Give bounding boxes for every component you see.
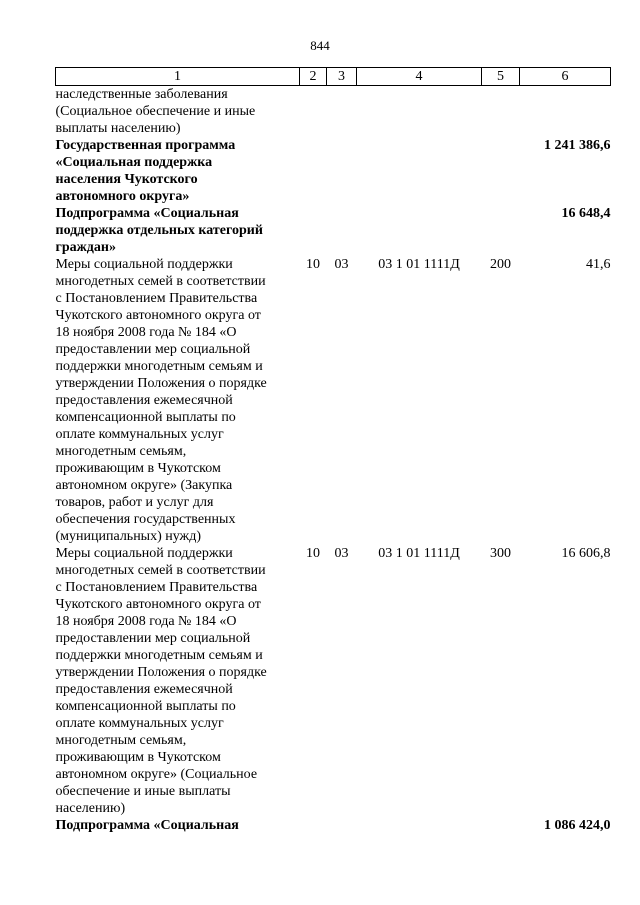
- table-row: [56, 545, 611, 817]
- table-row: [56, 817, 611, 834]
- row-name: наследственные заболевания (Социальное обеспечение и иные выплаты населению): [55, 87, 256, 136]
- table-row: [56, 86, 611, 138]
- row-subsection: [327, 137, 357, 205]
- row-subsection: [327, 86, 357, 138]
- row-amount: 1 241 386,6: [544, 138, 611, 153]
- table-body: [56, 86, 611, 835]
- row-amount: 16 648,4: [561, 206, 611, 221]
- row-name: Подпрограмма «Социальная поддержка отдельных категорий граждан»: [55, 206, 263, 255]
- header-col-5: 5: [482, 68, 520, 86]
- header-col-2: 2: [300, 68, 327, 86]
- row-subsection: 03: [334, 546, 349, 561]
- header-col-3: 3: [327, 68, 357, 86]
- row-expense-type: [482, 137, 520, 205]
- row-subsection: [327, 205, 357, 256]
- row-subsection: [327, 817, 357, 834]
- row-section: 10: [306, 257, 320, 272]
- row-expense-type: [482, 817, 520, 834]
- row-expense-type: 300: [490, 546, 511, 561]
- header-col-4: 4: [357, 68, 482, 86]
- row-amount: 16 606,8: [561, 546, 611, 561]
- budget-table: [55, 67, 611, 834]
- row-subsection: 03: [334, 257, 349, 272]
- row-amount: 1 086 424,0: [544, 818, 611, 833]
- row-section: 10: [306, 546, 320, 561]
- row-amount: 41,6: [586, 257, 611, 272]
- table-row: [56, 205, 611, 256]
- row-target-article: [357, 137, 482, 205]
- header-row: [56, 68, 611, 86]
- row-amount: [520, 86, 611, 138]
- row-expense-type: 200: [490, 257, 511, 272]
- row-section: [300, 86, 327, 138]
- header-col-1: 1: [56, 68, 300, 86]
- row-target-article: [357, 86, 482, 138]
- row-target-article: 03 1 01 1111Д: [378, 257, 460, 272]
- row-name: Меры социальной поддержки многодетных семей в соответствии с Постановлением Правительства Чукотского автономного округа от 18 ноября 2008 года № 184 «О предоставлении мер социальной поддержки многодетным семьям и утверждении Положения о порядке предоставления ежемесячной компенсационной выплаты по оплате коммунальных услуг многодетным семьям, проживающим в Чукотском автономном округе» (Социальное обеспечение и иные выплаты населению): [55, 546, 267, 816]
- row-name: Подпрограмма «Социальная: [55, 818, 239, 833]
- table-row: [56, 256, 611, 545]
- row-section: [300, 205, 327, 256]
- header-col-6: 6: [520, 68, 611, 86]
- row-name: Государственная программа «Социальная поддержка населения Чукотского автономного округа»: [55, 138, 236, 204]
- row-expense-type: [482, 205, 520, 256]
- row-section: [300, 137, 327, 205]
- row-target-article: [357, 205, 482, 256]
- table-header: [56, 68, 611, 86]
- row-section: [300, 817, 327, 834]
- row-expense-type: [482, 86, 520, 138]
- row-target-article: 03 1 01 1111Д: [378, 546, 460, 561]
- row-name: Меры социальной поддержки многодетных семей в соответствии с Постановлением Правительства Чукотского автономного округа от 18 ноября 2008 года № 184 «О предоставлении мер социальной поддержки многодетным семьям и утверждении Положения о порядке предоставления ежемесячной компенсационной выплаты по оплате коммунальных услуг многодетным семьям, проживающим в Чукотском автономном округе» (Закупка товаров, работ и услуг для обеспечения государственных (муниципальных) нужд): [55, 257, 267, 544]
- table-row: [56, 137, 611, 205]
- page-number: 844: [310, 38, 330, 53]
- row-target-article: [357, 817, 482, 834]
